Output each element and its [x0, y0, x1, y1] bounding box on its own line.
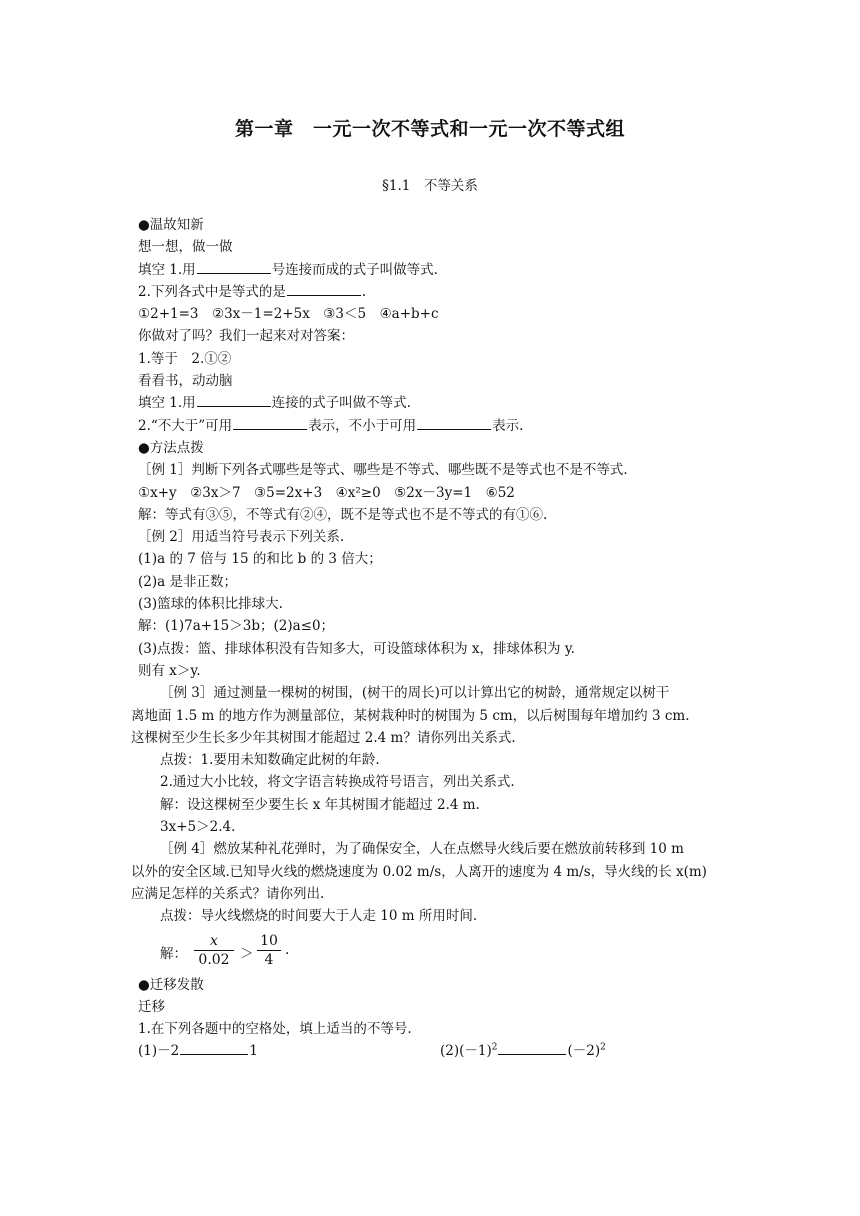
- answer-blank: [197, 259, 271, 274]
- review-sub2: 看看书，动动脑: [138, 373, 233, 390]
- example-1-items: ①x+y ②3x＞7 ③5=2x+3 ④x²≥0 ⑤2x－3y=1 ⑥52: [138, 484, 515, 501]
- answer-blank: [197, 392, 271, 407]
- example-2-item-2: (2)a 是非正数；: [138, 573, 237, 590]
- period: .: [285, 941, 290, 958]
- review-heading: ●温故知新: [138, 217, 204, 233]
- fraction-x-over-002: [194, 932, 234, 969]
- example-4-line-3: 应满足怎样的关系式？请你列出.: [131, 885, 325, 902]
- example-4-line-2: 以外的安全区域.已知导火线的燃烧速度为 0.02 m/s，人离开的速度为 4 m/s，导火线的长 x(m): [131, 863, 707, 880]
- example-3-hint-1: 点拨：1.要用未知数确定此树的年龄.: [160, 752, 380, 769]
- review-check: 你做对了吗？我们一起来对对答案：: [138, 328, 354, 345]
- review-q3: 填空 1.用 连接的式子叫做不等式.: [138, 392, 740, 414]
- answer-blank: [417, 415, 491, 430]
- fraction-denominator: 4: [264, 951, 274, 968]
- answer-blank: [180, 1040, 248, 1055]
- review-q4: 2.“不大于”可用 表示，不小于可用 表示.: [138, 415, 740, 437]
- review-sub1: 想一想，做一做: [138, 239, 233, 256]
- example-3-line-3: 这棵树至少生长多少年其树围才能超过 2.4 m？请你列出关系式.: [131, 729, 516, 746]
- chapter-title: 第一章 一元一次不等式和一元一次不等式组: [234, 118, 625, 140]
- fraction-numerator: x: [210, 932, 218, 949]
- example-2-solution: 解：(1)7a+15＞3b；(2)a≤0；: [138, 618, 335, 635]
- example-2-result: 则有 x＞y.: [138, 662, 201, 679]
- example-4-solution: [160, 932, 740, 972]
- transfer-q1-items: (1)－2 1 $(2)(-1)^2$ $(-2)^2$: [138, 1040, 740, 1062]
- review-q2: 2.下列各式中是等式的是 .: [138, 281, 740, 303]
- example-2-item-1: (1)a 的 7 倍与 15 的和比 b 的 3 倍大；: [138, 551, 382, 568]
- example-1: ［例 1］判断下列各式哪些是等式、哪些是不等式、哪些既不是等式也不是不等式.: [138, 462, 628, 479]
- example-3-line-2: 离地面 1.5 m 的地方作为测量部位，某树栽种时的树围为 5 cm，以后树围每年增加约 3 cm.: [131, 707, 690, 724]
- example-3-line-1: ［例 3］通过测量一棵树的树围，(树干的周长)可以计算出它的树龄，通常规定以树干: [160, 685, 670, 702]
- transfer-sub: 迁移: [138, 998, 165, 1015]
- transfer-heading: ●迁移发散: [138, 976, 204, 993]
- transfer-q1: 1.在下列各题中的空格处，填上适当的不等号.: [138, 1021, 412, 1038]
- example-3-solution: 解：设这棵树至少要生长 x 年其树围才能超过 2.4 m.: [160, 796, 480, 813]
- review-options: ①2+1=3 ②3x－1=2+5x ③3＜5 ④a+b+c: [138, 306, 439, 323]
- example-4-hint: 点拨：导火线燃烧的时间要大于人走 10 m 所用时间.: [160, 908, 478, 925]
- content-body: [131, 214, 740, 1063]
- example-4-line-1: ［例 4］燃放某种礼花弹时，为了确保安全，人在点燃导火线后要在燃放前转移到 10 m: [160, 841, 684, 858]
- solution-label: 解：: [160, 945, 187, 962]
- section-title: §1.1 不等关系: [382, 178, 478, 194]
- fraction-numerator: 10: [260, 932, 278, 949]
- answer-blank: [287, 281, 361, 296]
- example-1-solution: 解：等式有③⑤，不等式有②④，既不是等式也不是不等式的有①⑥.: [138, 506, 548, 523]
- review-answers: 1.等于 2.①②: [138, 350, 232, 367]
- example-2-item-3: (3)篮球的体积比排球大.: [138, 596, 283, 613]
- fraction-10-over-4: [257, 932, 281, 969]
- example-3-result: 3x+5＞2.4.: [160, 819, 236, 836]
- example-2: ［例 2］用适当符号表示下列关系.: [138, 529, 345, 546]
- example-3-hint-2: 2.通过大小比较，将文字语言转换成符号语言，列出关系式.: [160, 774, 515, 791]
- fraction-denominator: 0.02: [198, 951, 230, 968]
- answer-blank: [498, 1040, 566, 1055]
- greater-than-sign: ＞: [240, 945, 254, 962]
- method-heading: ●方法点拨: [138, 439, 204, 456]
- example-2-hint: (3)点拨：篮、排球体积没有告知多大，可设篮球体积为 x，排球体积为 y.: [138, 640, 575, 657]
- review-q1: 填空 1.用 号连接而成的式子叫做等式.: [138, 259, 740, 281]
- answer-blank: [233, 415, 307, 430]
